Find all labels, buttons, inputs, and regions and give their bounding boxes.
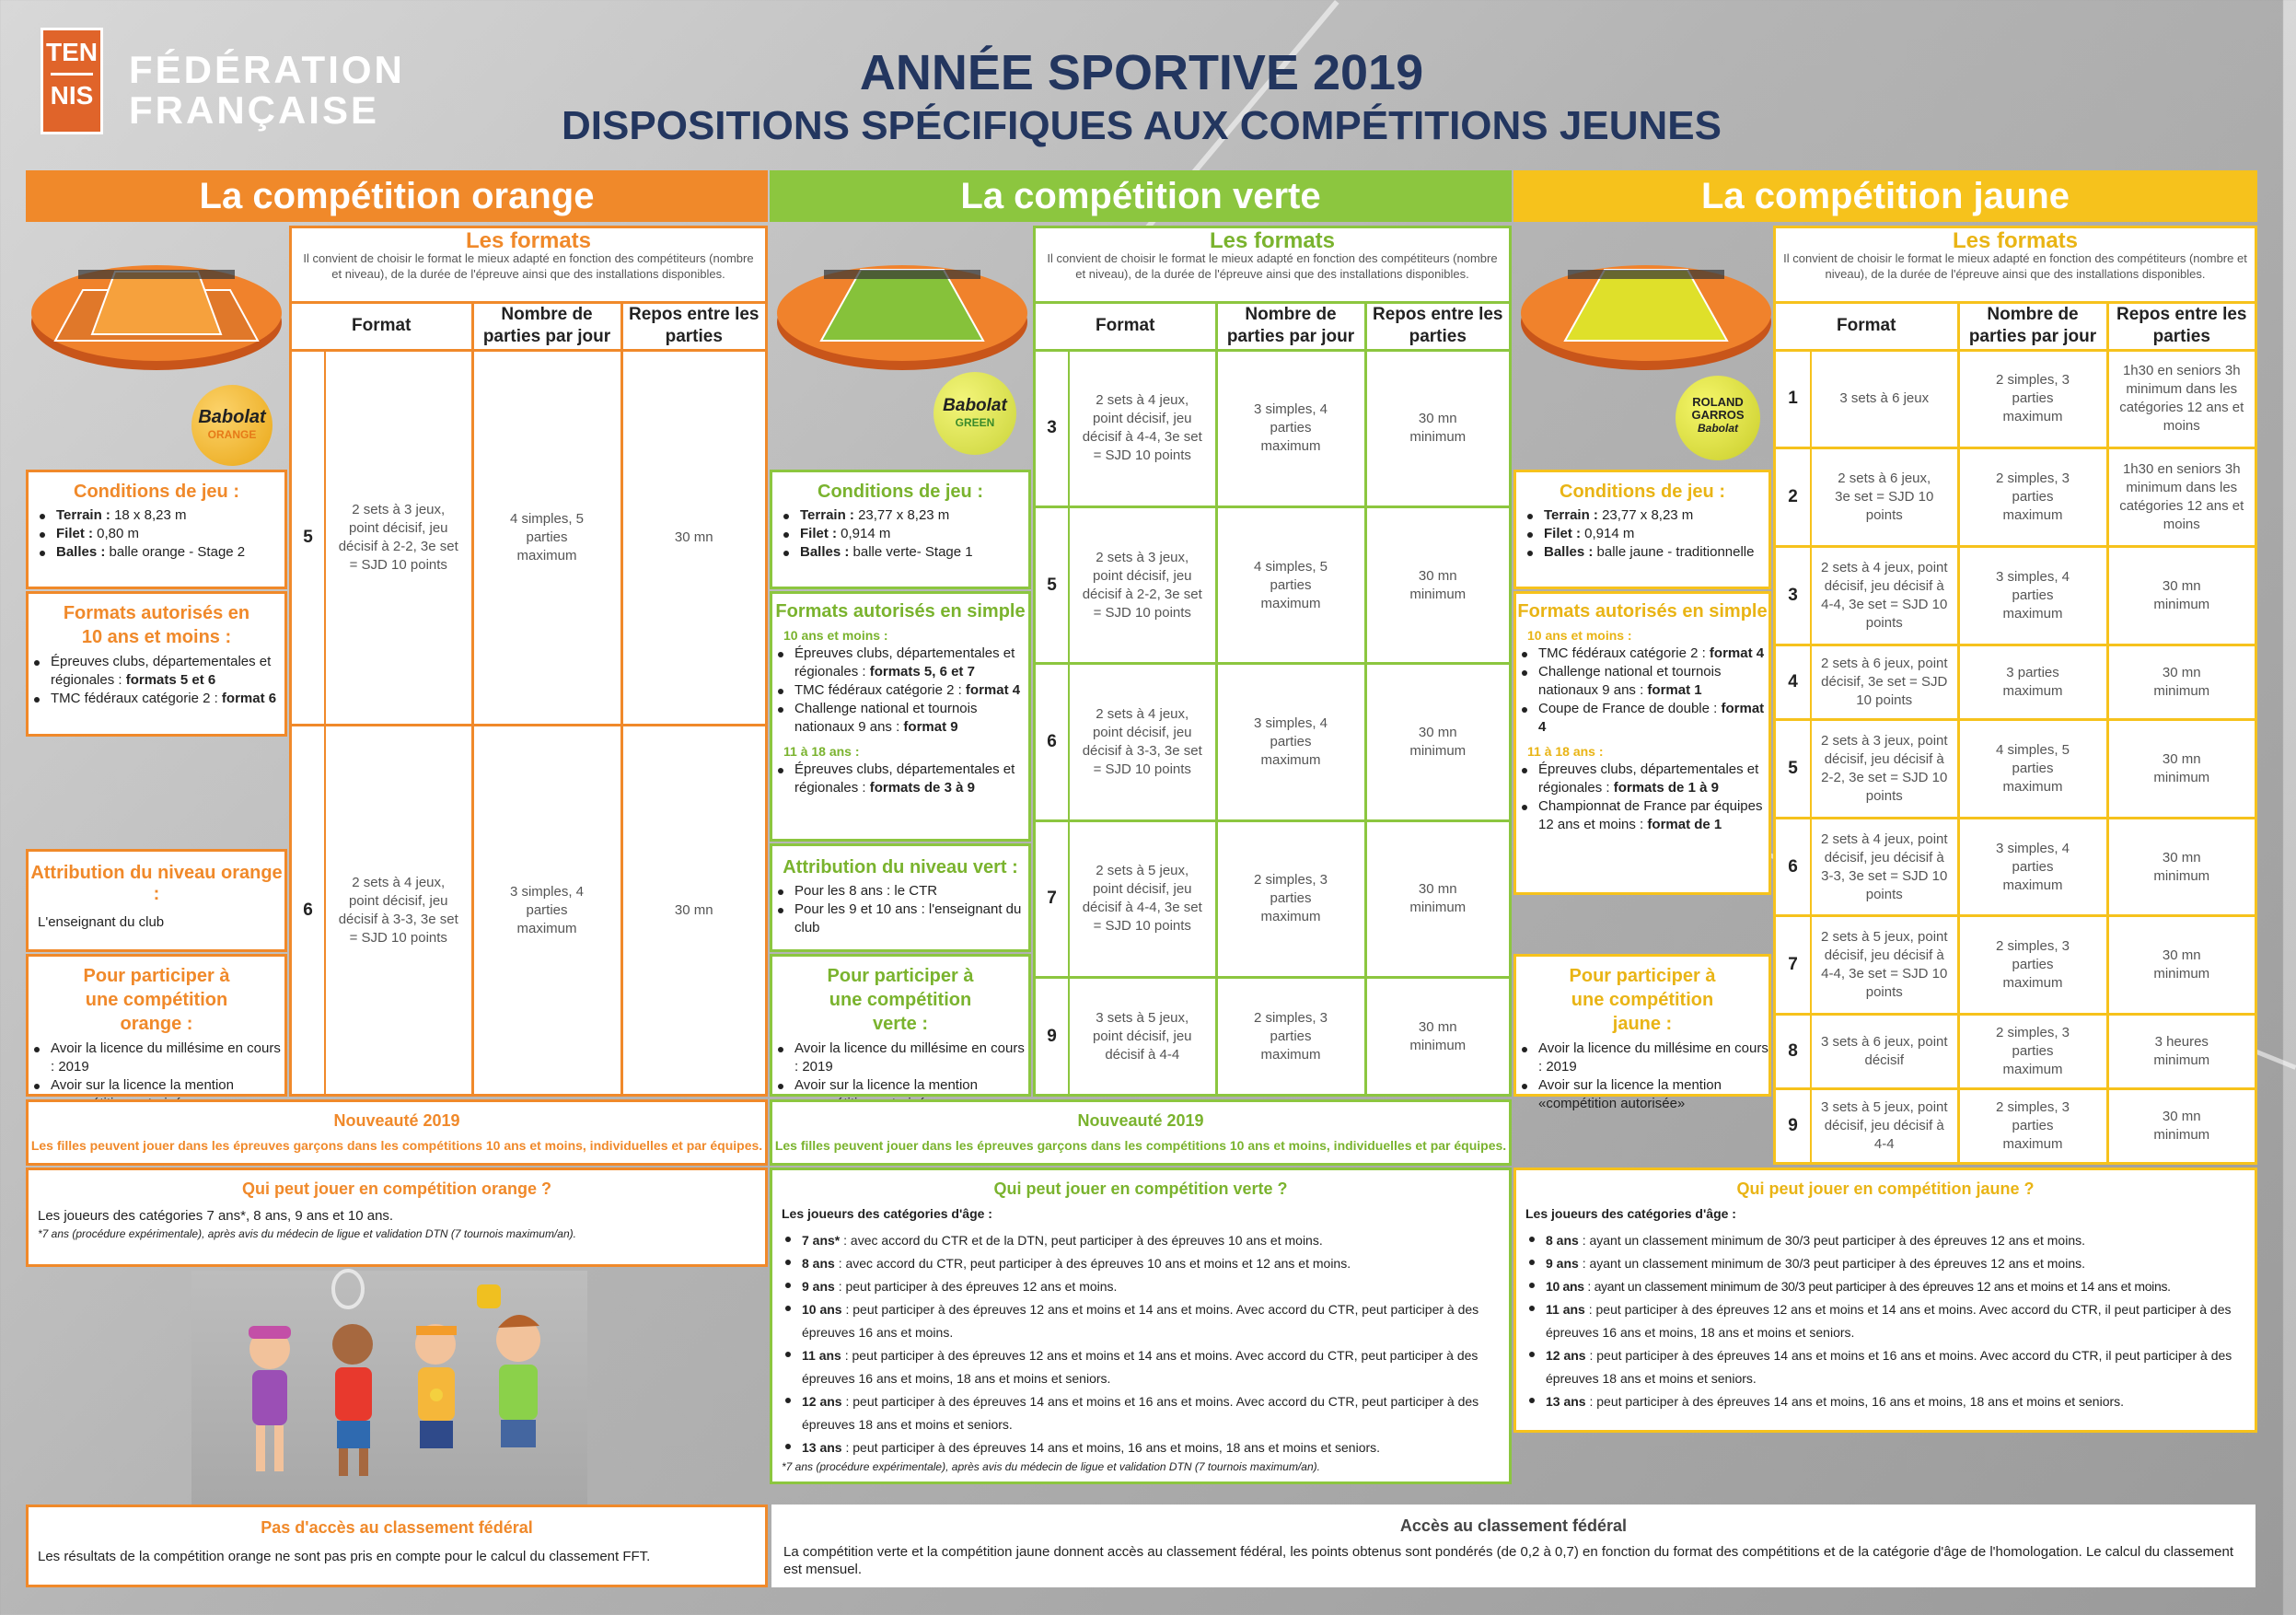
orange-conditions-title: Conditions de jeu : <box>74 482 239 502</box>
value-balles: balle jaune - traditionnelle <box>1596 544 1755 560</box>
list-item: Avoir la licence du millésime en cours : 2019 <box>776 1040 1028 1076</box>
value-terrain: 23,77 x 8,23 m <box>1602 507 1694 523</box>
format-repos: 30 mn <box>674 529 713 545</box>
orange-qui-text: Les joueurs des catégories 7 ans*, 8 ans, 9 ans et 10 ans. <box>38 1208 394 1224</box>
green-col-repos: Repos entre les parties <box>1365 302 1509 350</box>
orange-nouveaute-title: Nouveauté 2019 <box>333 1111 460 1130</box>
format-repos: 30 mn <box>674 901 713 918</box>
orange-formats-autorises-title: Formats autorisés en 10 ans et moins : <box>63 603 250 647</box>
label-terrain: Terrain : <box>800 507 854 523</box>
label-balles: Balles : <box>800 544 850 560</box>
format-parties: 2 simples, 3 parties maximum <box>1216 978 1365 1094</box>
item-bold: formats 5, 6 et 7 <box>869 664 975 680</box>
format-repos: 30 mn minimum <box>1409 411 1467 446</box>
format-parties: 2 simples, 3 parties maximum <box>1958 350 2107 448</box>
item-bold: formats de 3 à 9 <box>869 780 975 796</box>
table-row <box>1776 1089 2255 1162</box>
green-qui <box>770 1168 1512 1484</box>
green-court-image <box>773 226 1031 373</box>
list-item <box>782 506 1028 525</box>
orange-col-repos: Repos entre les parties <box>621 302 765 350</box>
green-niveau <box>770 843 1031 952</box>
green-col-nb: Nombre de parties par jour <box>1216 302 1365 350</box>
list-item <box>776 645 1028 681</box>
format-repos: 30 mn minimum <box>2153 849 2210 884</box>
yellow-formats-autorises-title: Formats autorisés en simple <box>1517 601 1768 622</box>
age-text: : ayant un classement minimum de 30/3 peut participer à des épreuves 12 ans et moins. <box>1578 1256 2085 1271</box>
yellow-sub-11-18: 11 à 18 ans : <box>1527 744 1604 759</box>
format-parties: 3 simples, 4 parties maximum <box>472 726 621 1094</box>
format-description: 3 sets à 6 jeux, point décisif <box>1811 1015 1958 1089</box>
format-description: 2 sets à 4 jeux, point décisif, jeu décisif à 3-3, 3e set = SJD 10 points <box>1811 818 1958 916</box>
format-number: 8 <box>1776 1015 1811 1089</box>
list-item <box>1527 1229 2245 1252</box>
orange-ball <box>191 385 273 466</box>
format-number: 7 <box>1776 916 1811 1015</box>
list-item <box>38 543 284 562</box>
orange-qui <box>26 1168 768 1267</box>
format-repos: 1h30 en seniors 3h minimum dans les catégories 12 ans et moins <box>2119 363 2244 435</box>
age-text: : ayant un classement minimum de 30/3 peut participer à des épreuves 12 ans et moins. <box>1578 1233 2085 1248</box>
list-item <box>776 681 1028 700</box>
list-item <box>776 700 1028 737</box>
item-bold: format de 1 <box>1647 817 1722 832</box>
item-text: Coupe de France de double : <box>1538 701 1722 716</box>
list-item <box>38 525 284 543</box>
age-text: : avec accord du CTR et de la DTN, peut participer à des épreuves 10 ans et moins. <box>840 1233 1323 1248</box>
format-parties: 2 simples, 3 parties maximum <box>1958 916 2107 1015</box>
format-parties: 4 simples, 5 parties maximum <box>472 350 621 726</box>
format-number: 5 <box>1036 506 1069 663</box>
orange-nouveaute-text: Les filles peuvent jouer dans les épreuves garçons dans les compétitions 10 ans et moins, individuelles et par équipes. <box>30 1138 763 1153</box>
green-ball <box>933 372 1016 455</box>
format-number: 5 <box>292 350 325 726</box>
format-parties: 2 simples, 3 parties maximum <box>1216 820 1365 977</box>
format-description: 2 sets à 3 jeux, point décisif, jeu décisif à 2-2, 3e set = SJD 10 points <box>325 350 472 726</box>
green-participer-title: Pour participer à une compétition verte : <box>827 966 974 1034</box>
band-yellow: La compétition jaune <box>1513 170 2257 222</box>
format-description: 2 sets à 5 jeux, point décisif, jeu décisif à 4-4, 3e set = SJD 10 points <box>1811 916 1958 1015</box>
list-item: Avoir la licence du millésime en cours : 2019 <box>1520 1040 1768 1076</box>
item-text: Épreuves clubs, départementales et régionales : <box>51 654 272 688</box>
yellow-formats-title: Les formats <box>1952 228 2079 253</box>
list-item <box>783 1344 1500 1390</box>
age-text: : peut participer à des épreuves 14 ans et moins et 16 ans et moins. Avec accord du CTR, il peut participer à des épreuves 18 ans et moins et seniors. <box>1546 1348 2232 1386</box>
table-row <box>1036 820 1509 977</box>
table-row <box>1776 350 2255 448</box>
item-text: Épreuves clubs, départementales et régionales : <box>1538 761 1759 796</box>
orange-classement-title: Pas d'accès au classement fédéral <box>261 1518 533 1537</box>
format-description: 3 sets à 6 jeux <box>1811 350 1958 448</box>
age-label: 13 ans <box>802 1440 842 1455</box>
format-repos: 30 mn minimum <box>1409 881 1467 916</box>
orange-col-nb: Nombre de parties par jour <box>472 302 621 350</box>
format-repos: 30 mn minimum <box>1409 725 1467 760</box>
green-participer <box>770 954 1031 1097</box>
logo-text-line1: FÉDÉRATION <box>129 48 405 91</box>
value-filet: 0,80 m <box>97 526 140 541</box>
format-description: 2 sets à 4 jeux, point décisif, jeu décisif à 3-3, 3e set = SJD 10 points <box>325 726 472 1094</box>
list-item <box>1527 1275 2245 1298</box>
list-item <box>1520 761 1768 797</box>
age-text: : peut participer à des épreuves 12 ans et moins et 14 ans et moins. Avec accord du CTR, peut participer à des épreuves 16 ans et moins. <box>802 1302 1479 1340</box>
yellow-qui-title: Qui peut jouer en compétition jaune ? <box>1736 1179 2035 1198</box>
green-formats-autorises <box>770 591 1031 842</box>
label-balles: Balles : <box>56 544 106 560</box>
green-ball-brand: Babolat <box>943 396 1007 415</box>
green-nouveaute-text: Les filles peuvent jouer dans les épreuves garçons dans les compétitions 10 ans et moins, individuelles et par équipes. <box>774 1138 1507 1153</box>
logo-tennis-bottom: NIS <box>50 81 94 110</box>
yellow-qui <box>1513 1168 2257 1433</box>
yellow-sub-10: 10 ans et moins : <box>1527 628 1632 643</box>
format-number: 5 <box>1776 719 1811 818</box>
item-bold: format 1 <box>1647 682 1702 698</box>
list-item <box>38 506 284 525</box>
format-parties: 3 simples, 4 parties maximum <box>1958 818 2107 916</box>
item-text: Épreuves clubs, départementales et régionales : <box>794 645 1015 680</box>
format-number: 1 <box>1776 350 1811 448</box>
green-niveau-title: Attribution du niveau vert : <box>783 857 1018 877</box>
list-item <box>32 653 284 690</box>
page-title: ANNÉE SPORTIVE 2019 <box>859 45 1424 100</box>
age-label: 12 ans <box>802 1394 842 1409</box>
list-item <box>783 1298 1500 1344</box>
orange-nouveaute <box>26 1099 768 1166</box>
format-repos: 30 mn minimum <box>2153 577 2210 612</box>
table-row <box>1776 448 2255 547</box>
item-bold: format 4 <box>1538 701 1765 735</box>
item-bold: format 9 <box>903 719 958 735</box>
green-conditions <box>770 470 1031 589</box>
table-row <box>1036 350 1509 506</box>
label-filet: Filet : <box>56 526 93 541</box>
band-green: La compétition verte <box>770 170 1512 222</box>
format-parties: 3 simples, 4 parties maximum <box>1216 664 1365 820</box>
value-balles: balle orange - Stage 2 <box>109 544 246 560</box>
orange-ball-brand: Babolat <box>198 407 266 427</box>
orange-niveau <box>26 849 287 952</box>
item-bold: format 4 <box>1709 645 1765 661</box>
format-description: 2 sets à 6 jeux, point décisif, 3e set = SJD 10 points <box>1811 645 1958 719</box>
list-item: Avoir sur la licence la mention «compétition autorisée» <box>1520 1076 1768 1113</box>
green-sub-10: 10 ans et moins : <box>783 628 888 643</box>
yellow-col-repos: Repos entre les parties <box>2107 302 2255 350</box>
yellow-conditions-title: Conditions de jeu : <box>1560 482 1725 502</box>
item-bold: format 4 <box>965 682 1021 698</box>
page-subtitle: DISPOSITIONS SPÉCIFIQUES AUX COMPÉTITIONS JEUNES <box>562 103 1722 148</box>
age-text: : peut participer à des épreuves 14 ans et moins, 16 ans et moins, 18 ans et moins et seniors. <box>841 1440 1381 1455</box>
format-description: 2 sets à 4 jeux, point décisif, jeu décisif à 4-4, 3e set = SJD 10 points <box>1811 547 1958 645</box>
orange-ball-sub: ORANGE <box>207 428 257 441</box>
list-item <box>783 1390 1500 1436</box>
label-filet: Filet : <box>800 526 837 541</box>
format-number: 2 <box>1776 448 1811 547</box>
format-repos: 3 heures minimum <box>2153 1034 2210 1069</box>
age-label: 10 ans <box>1546 1279 1584 1294</box>
format-repos: 30 mn minimum <box>1409 567 1467 602</box>
age-label: 11 ans <box>1546 1302 1585 1317</box>
orange-classement <box>26 1505 768 1587</box>
item-bold: format 6 <box>221 691 277 706</box>
format-description: 2 sets à 3 jeux, point décisif, jeu décisif à 2-2, 3e set = SJD 10 points <box>1811 719 1958 818</box>
age-label: 12 ans <box>1546 1348 1586 1363</box>
value-terrain: 18 x 8,23 m <box>114 507 187 523</box>
band-orange: La compétition orange <box>26 170 768 222</box>
orange-qui-note: *7 ans (procédure expérimentale), après avis du médecin de ligue et validation DTN (7 tournois maximum/an). <box>38 1227 576 1240</box>
green-qui-intro: Les joueurs des catégories d'âge : <box>782 1206 992 1221</box>
orange-col-format: Format <box>292 302 472 350</box>
format-parties: 3 simples, 4 parties maximum <box>1958 547 2107 645</box>
age-text: : peut participer à des épreuves 12 ans et moins. <box>834 1279 1118 1294</box>
format-repos: 30 mn minimum <box>2153 1109 2210 1144</box>
format-description: 3 sets à 5 jeux, point décisif, jeu décisif à 4-4 <box>1811 1089 1958 1162</box>
orange-niveau-text: L'enseignant du club <box>38 914 165 930</box>
format-repos: 1h30 en seniors 3h minimum dans les catégories 12 ans et moins <box>2119 461 2244 533</box>
age-text: : ayant un classement minimum de 30/3 peut participer à des épreuves 12 ans et moins et 14 ans et moins. <box>1583 1279 2171 1294</box>
format-number: 6 <box>1036 664 1069 820</box>
orange-qui-title: Qui peut jouer en compétition orange ? <box>241 1179 551 1198</box>
yellow-qui-intro: Les joueurs des catégories d'âge : <box>1525 1206 1736 1221</box>
table-row <box>1036 506 1509 663</box>
green-conditions-title: Conditions de jeu : <box>818 482 983 502</box>
age-label: 11 ans <box>802 1348 841 1363</box>
item-text: Épreuves clubs, départementales et régionales : <box>794 761 1015 796</box>
list-item <box>32 690 284 708</box>
list-item <box>1525 543 1768 562</box>
table-row <box>292 350 765 726</box>
yellow-col-nb: Nombre de parties par jour <box>1958 302 2107 350</box>
yellow-formats-note: Il convient de choisir le format le mieux adapté en fonction des compétiteurs (nombre et niveau), de la durée de l'épreuve ainsi que des installations disponibles. <box>1783 251 2247 281</box>
orange-conditions <box>26 470 287 589</box>
table-row <box>1036 978 1509 1094</box>
age-text: : peut participer à des épreuves 12 ans et moins et 14 ans et moins. Avec accord du CTR, peut participer à des épreuves 16 ans et moins, 18 ans et moins et seniors. <box>802 1348 1478 1386</box>
format-parties: 3 simples, 4 parties maximum <box>1216 350 1365 506</box>
list-item <box>783 1229 1500 1252</box>
orange-formats-note: Il convient de choisir le format le mieux adapté en fonction des compétiteurs (nombre et niveau), de la durée de l'épreuve ainsi que des installations disponibles. <box>303 251 754 281</box>
logo-text-line2: FRANÇAISE <box>129 88 380 132</box>
format-repos: 30 mn minimum <box>1409 1018 1467 1053</box>
item-bold: formats de 1 à 9 <box>1613 780 1719 796</box>
table-row <box>1776 1015 2255 1089</box>
format-description: 2 sets à 4 jeux, point décisif, jeu décisif à 4-4, 3e set = SJD 10 points <box>1069 350 1216 506</box>
orange-formats-title: Les formats <box>465 228 592 253</box>
list-item <box>783 1275 1500 1298</box>
classement-acces-text: La compétition verte et la compétition jaune donnent accès au classement fédéral, les points obtenus sont pondérés (de 0,2 à 0,7) en fonction du format des compétitions et de la catégorie d'âge de l'homologation. Le calcul du classement est mensuel. <box>783 1544 2234 1577</box>
classement-acces <box>771 1505 2255 1587</box>
label-terrain: Terrain : <box>56 507 110 523</box>
orange-participer <box>26 954 287 1097</box>
format-parties: 3 parties maximum <box>1958 645 2107 719</box>
age-label: 8 ans <box>802 1256 835 1271</box>
list-item <box>782 525 1028 543</box>
age-text: : avec accord du CTR, peut participer à des épreuves 10 ans et moins et 12 ans et moins. <box>834 1256 1351 1271</box>
format-number: 9 <box>1776 1089 1811 1162</box>
format-description: 2 sets à 6 jeux, 3e set = SJD 10 points <box>1811 448 1958 547</box>
age-text: : peut participer à des épreuves 14 ans et moins, 16 ans et moins, 18 ans et moins et seniors. <box>1585 1394 2125 1409</box>
format-description: 3 sets à 5 jeux, point décisif, jeu décisif à 4-4 <box>1069 978 1216 1094</box>
list-item <box>1525 525 1768 543</box>
orange-niveau-title: Attribution du niveau orange : <box>30 863 283 904</box>
green-formats-title: Les formats <box>1209 228 1336 253</box>
logo-tennis-top: TEN <box>46 38 98 66</box>
yellow-formats-table <box>1773 226 2257 1165</box>
value-filet: 0,914 m <box>1584 526 1635 541</box>
format-number: 3 <box>1776 547 1811 645</box>
value-filet: 0,914 m <box>841 526 891 541</box>
format-parties: 4 simples, 5 parties maximum <box>1958 719 2107 818</box>
age-label: 13 ans <box>1546 1394 1586 1409</box>
list-item: Avoir sur la licence la mention <box>776 1076 1028 1113</box>
format-number: 6 <box>1776 818 1811 916</box>
green-qui-note: *7 ans (procédure expérimentale), après avis du médecin de ligue et validation DTN (7 tournois maximum/an). <box>782 1460 1320 1473</box>
label-balles: Balles : <box>1544 544 1594 560</box>
list-item <box>1527 1252 2245 1275</box>
green-nouveaute <box>770 1099 1512 1166</box>
classement-acces-title: Accès au classement fédéral <box>1399 1516 1628 1535</box>
table-row <box>1776 916 2255 1015</box>
item-text: TMC fédéraux catégorie 2 : <box>794 682 966 698</box>
yellow-ball-brand: ROLAND GARROS <box>1691 395 1745 422</box>
item-bold: formats 5 et 6 <box>125 672 216 688</box>
label-filet: Filet : <box>1544 526 1581 541</box>
format-number: 6 <box>292 726 325 1094</box>
format-number: 7 <box>1036 820 1069 977</box>
age-label: 9 ans <box>1546 1256 1579 1271</box>
list-item <box>1520 663 1768 700</box>
yellow-conditions <box>1513 470 1771 589</box>
item-text: Challenge national et tournois nationaux 9 ans : <box>794 701 978 735</box>
item-text: Championnat de France par équipes 12 ans et moins : <box>1538 798 1763 832</box>
green-formats-autorises-title: Formats autorisés en simple <box>775 601 1026 622</box>
green-nouveaute-title: Nouveauté 2019 <box>1077 1111 1204 1130</box>
value-balles: balle verte- Stage 1 <box>852 544 973 560</box>
yellow-court-image <box>1517 226 1775 373</box>
format-description: 2 sets à 3 jeux, point décisif, jeu décisif à 2-2, 3e set = SJD 10 points <box>1069 506 1216 663</box>
yellow-formats-autorises <box>1513 591 1771 895</box>
list-item: Avoir la licence du millésime en cours : 2019 <box>32 1040 284 1076</box>
label-terrain: Terrain : <box>1544 507 1598 523</box>
item-text: TMC fédéraux catégorie 2 : <box>51 691 222 706</box>
list-item: Pour les 9 et 10 ans : l'enseignant du club <box>776 900 1028 937</box>
format-repos: 30 mn minimum <box>2153 664 2210 699</box>
list-item <box>1520 700 1768 737</box>
green-ball-sub: GREEN <box>955 416 995 429</box>
list-item <box>1527 1298 2245 1344</box>
list-item <box>1520 645 1768 663</box>
yellow-participer-title: Pour participer à une compétition jaune : <box>1569 966 1716 1034</box>
age-label: 8 ans <box>1546 1233 1579 1248</box>
age-label: 9 ans <box>802 1279 835 1294</box>
format-description: 2 sets à 4 jeux, point décisif, jeu décisif à 3-3, 3e set = SJD 10 points <box>1069 664 1216 820</box>
age-text: : peut participer à des épreuves 12 ans et moins et 14 ans et moins. Avec accord du CTR, il peut participer à des épreuves 16 ans et moins, 18 ans et moins et seniors. <box>1546 1302 2232 1340</box>
yellow-ball <box>1676 376 1760 460</box>
list-item <box>783 1436 1500 1459</box>
age-label: 10 ans <box>802 1302 842 1317</box>
age-text: : peut participer à des épreuves 14 ans et moins et 16 ans et moins. Avec accord du CTR, peut participer à des épreuves 18 ans et moins et seniors. <box>802 1394 1479 1432</box>
list-item <box>783 1252 1500 1275</box>
green-col-format: Format <box>1036 302 1216 350</box>
table-row <box>1776 719 2255 818</box>
yellow-ball-sub: Babolat <box>1697 422 1738 435</box>
table-row <box>1776 645 2255 719</box>
item-text: TMC fédéraux catégorie 2 : <box>1538 645 1710 661</box>
green-sub-11-18: 11 à 18 ans : <box>783 744 860 759</box>
list-item: Pour les 8 ans : le CTR <box>776 882 1028 900</box>
list-item <box>776 761 1028 797</box>
yellow-col-format: Format <box>1776 302 1958 350</box>
list-item <box>782 543 1028 562</box>
list-item: Avoir sur la licence la mention <box>32 1076 284 1113</box>
item-text: Challenge national et tournois nationaux 9 ans : <box>1538 664 1722 698</box>
format-number: 4 <box>1776 645 1811 719</box>
format-parties: 4 simples, 5 parties maximum <box>1216 506 1365 663</box>
kids-illustration <box>191 1271 587 1505</box>
list-item <box>1525 506 1768 525</box>
value-terrain: 23,77 x 8,23 m <box>858 507 950 523</box>
table-row <box>1036 664 1509 820</box>
age-label: 7 ans* <box>802 1233 841 1248</box>
table-row <box>292 726 765 1094</box>
format-parties: 2 simples, 3 parties maximum <box>1958 1089 2107 1162</box>
yellow-participer <box>1513 954 1771 1111</box>
green-formats-note: Il convient de choisir le format le mieux adapté en fonction des compétiteurs (nombre et niveau), de la durée de l'épreuve ainsi que des installations disponibles. <box>1047 251 1498 281</box>
green-qui-title: Qui peut jouer en compétition verte ? <box>993 1179 1288 1198</box>
orange-formats-table <box>289 226 768 1097</box>
format-description: 2 sets à 5 jeux, point décisif, jeu décisif à 4-4, 3e set = SJD 10 points <box>1069 820 1216 977</box>
format-parties: 2 simples, 3 parties maximum <box>1958 1015 2107 1089</box>
list-item <box>1520 797 1768 834</box>
orange-classement-text: Les résultats de la compétition orange ne sont pas pris en compte pour le calcul du classement FFT. <box>38 1549 651 1564</box>
table-row <box>1776 818 2255 916</box>
format-repos: 30 mn minimum <box>2153 750 2210 785</box>
format-number: 3 <box>1036 350 1069 506</box>
green-formats-table <box>1033 226 1512 1097</box>
orange-participer-title: Pour participer à une compétition orange : <box>83 966 230 1034</box>
format-repos: 30 mn minimum <box>2153 947 2210 982</box>
list-item <box>1527 1344 2245 1390</box>
orange-court-image <box>28 226 285 373</box>
format-number: 9 <box>1036 978 1069 1094</box>
table-row <box>1776 547 2255 645</box>
format-parties: 2 simples, 3 parties maximum <box>1958 448 2107 547</box>
orange-formats-autorises <box>26 591 287 737</box>
list-item <box>1527 1390 2245 1413</box>
